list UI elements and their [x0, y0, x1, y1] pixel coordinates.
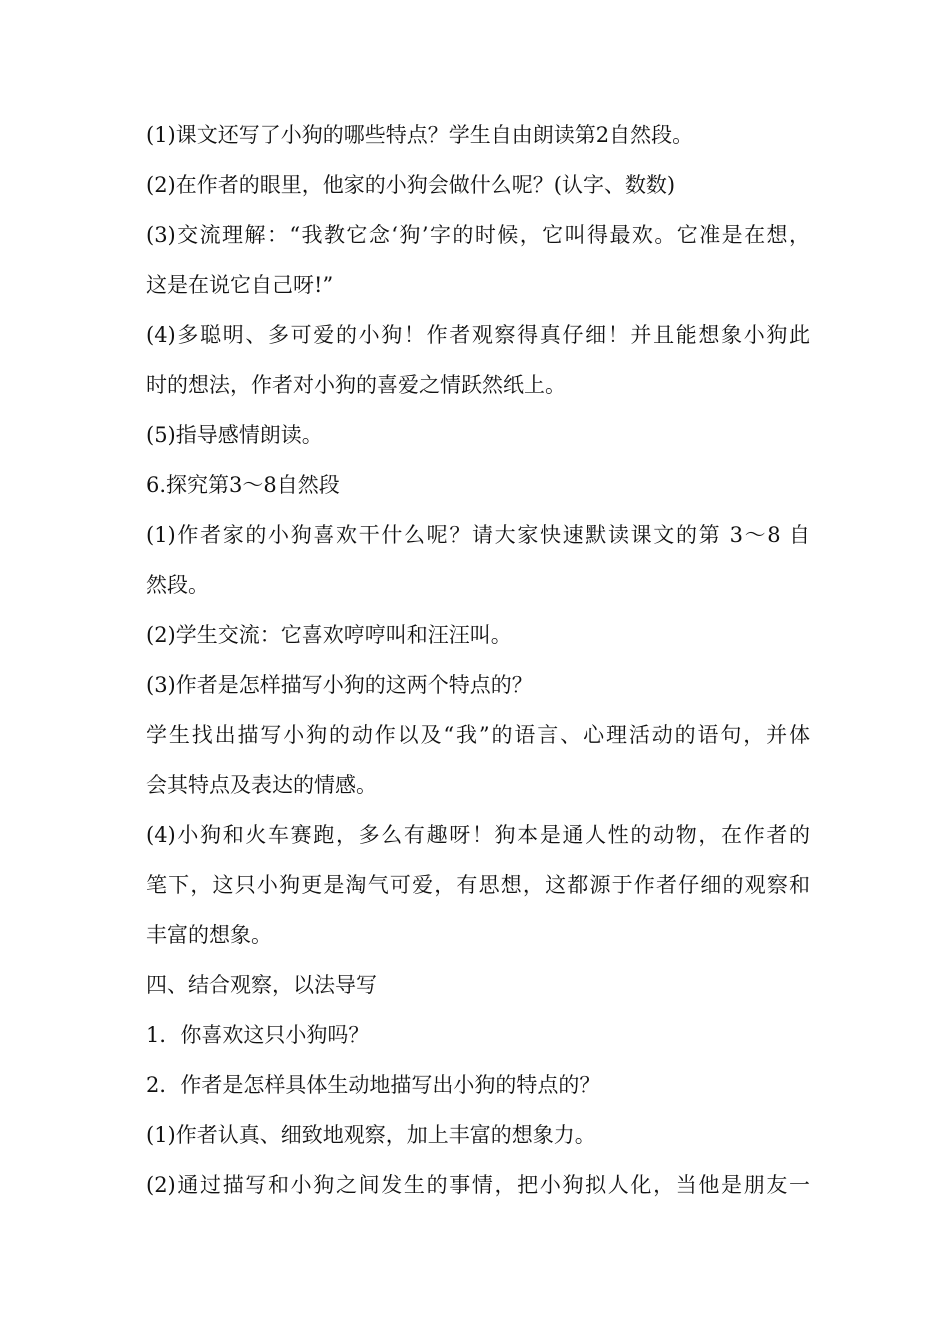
text-line: (3)作者是怎样描写小狗的这两个特点的？ — [146, 673, 533, 697]
document-body — [146, 110, 810, 1210]
text-line: (2)在作者的眼里，他家的小狗会做什么呢？(认字、数数) — [146, 173, 676, 197]
text-line: (3)交流理解：“我教它念‘狗’字的时候，它叫得最欢。它准是在想， — [146, 223, 810, 247]
text-line: (4)多聪明、多可爱的小狗！作者观察得真仔细！并且能想象小狗此 — [146, 323, 810, 347]
text-line: 学生找出描写小狗的动作以及“我”的语言、心理活动的语句，并体 — [146, 723, 810, 747]
text-line: (1)作者家的小狗喜欢干什么呢？请大家快速默读课文的第 3～8 自 — [146, 523, 810, 547]
text-line: (2)通过描写和小狗之间发生的事情，把小狗拟人化，当他是朋友一 — [146, 1173, 810, 1197]
text-line: 然段。 — [146, 573, 209, 597]
text-line: (1)课文还写了小狗的哪些特点？学生自由朗读第2自然段。 — [146, 123, 694, 147]
text-line: 6.探究第3～8自然段 — [146, 473, 340, 497]
text-line: 笔下，这只小狗更是淘气可爱，有思想，这都源于作者仔细的观察和 — [146, 873, 810, 897]
text-line: (1)作者认真、细致地观察，加上丰富的想象力。 — [146, 1123, 596, 1147]
text-line: (5)指导感情朗读。 — [146, 423, 323, 447]
text-line: 1．你喜欢这只小狗吗？ — [146, 1023, 370, 1047]
text-line: 丰富的想象。 — [146, 923, 272, 947]
text-line: (2)学生交流：它喜欢哼哼叫和汪汪叫。 — [146, 623, 512, 647]
text-line: 会其特点及表达的情感。 — [146, 773, 377, 797]
text-line: 时的想法，作者对小狗的喜爱之情跃然纸上。 — [146, 373, 566, 397]
text-line: (4)小狗和火车赛跑，多么有趣呀！狗本是通人性的动物，在作者的 — [146, 823, 810, 847]
text-line: 这是在说它自己呀!” — [146, 273, 334, 297]
text-line: 2．作者是怎样具体生动地描写出小狗的特点的？ — [146, 1073, 601, 1097]
text-line: 四、结合观察，以法导写 — [146, 973, 377, 997]
